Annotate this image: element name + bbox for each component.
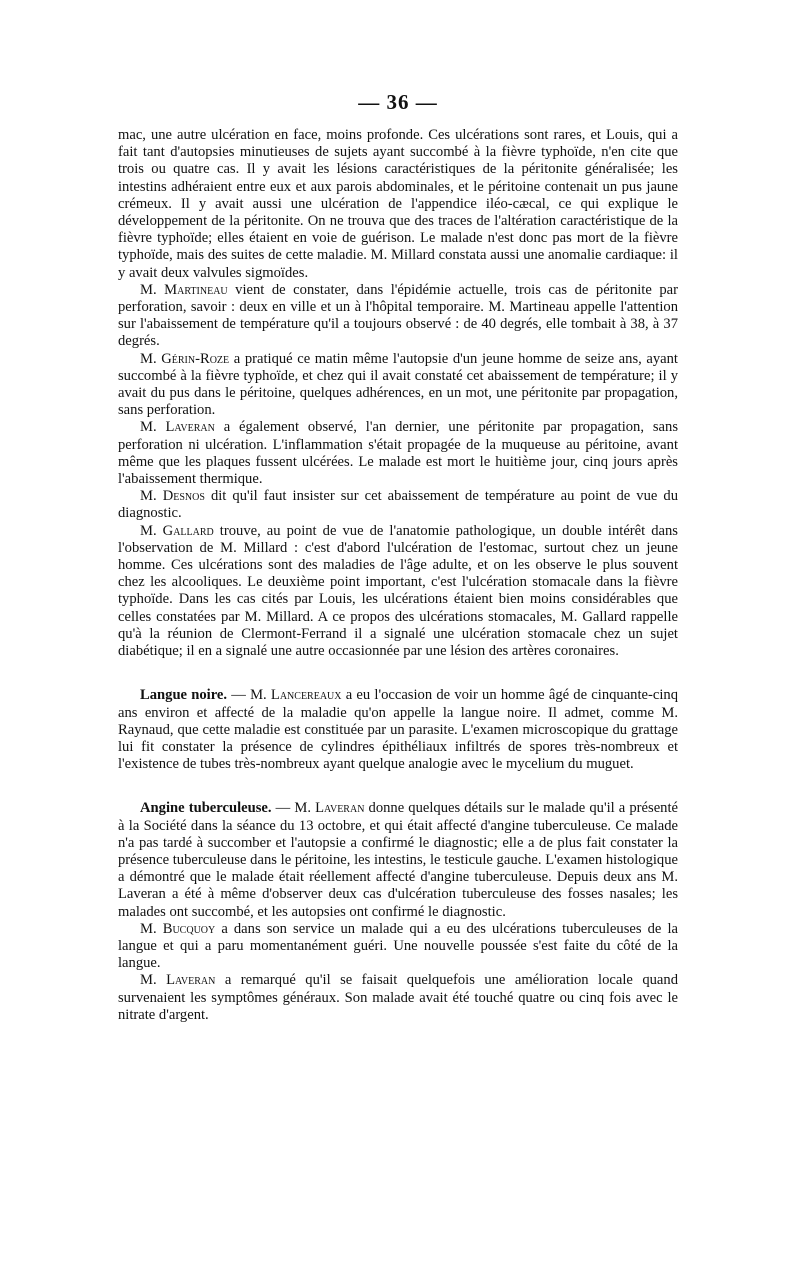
speaker-name: Lancereaux — [270, 687, 342, 704]
speaker-name: Laveran — [166, 972, 216, 989]
paragraph-text: trouve, au point de vue de l'anatomie pathologique, un double intérêt dans l'observation de M. Millard : c'est d'abord l'ulcération de l'estomac, surtout chez un jeune homme. Ces ulcérations sont des maladies de l'âge adulte, et on les observe le plus souvent chez les alcooliques. Le deuxième point important, c'est l'ulcération stomacale dans la fièvre typhoïde. Dans les cas cités par Louis, les ulcérations étaient bien moins considérables que celles constatées par M. Millard. A ce propos des ulcérations stomacales, M. Gallard rappelle qu'à la réunion de Clermont-Ferrand il a signalé une ulcération stomacale chez un sujet diabétique; il en a signalé une autre occasionnée par une lésion des artères coronaires. — [118, 522, 678, 660]
para-langue-noire: Langue noire. — M. Lancereaux a eu l'occasion de voir un homme âgé de cinquante-cinq ans environ et affecté de la maladie qu'on appelle la langue noire. Il admet, comme M. Raynaud, que cette maladie est constituée par un parasite. L'examen microscopique du grattage lui fit constater la présence de cylindres épithéliaux infiltrés de spores très-nombreux et l'existence de tubes très-nombreux ayant quelque analogie avec le mycelium du muguet. — [118, 687, 678, 773]
speaker-name: Gallard — [162, 522, 214, 539]
section-heading: Angine tuberculeuse. — [140, 800, 272, 817]
para-gallard: M. Gallard trouve, au point de vue de l'anatomie pathologique, un double intérêt dans l'observation de M. Millard : c'est d'abord l'ulcération de l'estomac, surtout chez un jeune homme. Ces ulcérations sont des maladies de l'âge adulte, et on les observe le plus souvent chez les alcooliques. Le deuxième point important, c'est l'ulcération stomacale dans la fièvre typhoïde. Dans les cas cités par Louis, les ulcérations étaient bien moins considérables que celles constatées par M. Millard. A ce propos des ulcérations stomacales, M. Gallard rappelle qu'à la réunion de Clermont-Ferrand il a signalé une ulcération stomacale chez un sujet diabétique; il en a signalé une autre occasionnée par une lésion des artères coronaires. — [118, 522, 678, 660]
paragraph-text: a eu l'occasion de voir un homme âgé de cinquante-cinq ans environ et affecté de la maladie qu'on appelle la langue noire. Il admet, comme M. Raynaud, que cette maladie est constituée par un parasite. L'examen microscopique du grattage lui fit constater la présence de cylindres épithéliaux infiltrés de spores très-nombreux et l'existence de tubes très-nombreux ayant quelque analogie avec le mycelium du muguet. — [118, 687, 678, 773]
paragraph-text: a dans son service un malade qui a eu des ulcérations tuberculeuses de la langue et qui a paru momentanément guéri. Une nouvelle poussée s'est faite du côté de la langue. — [118, 920, 678, 972]
body-text — [118, 127, 678, 1024]
paragraph-text: donne quelques détails sur le malade qu'il a présenté à la Société dans la séance du 13 octobre, et qui était affecté d'angine tuberculeuse. Ce malade n'a pas tardé à succomber et l'autopsie a confirmé le diagnostic; elle a de plus fait constater la présence tuberculeuse dans le péritoine, les intestins, le testicule gauche. L'examen histologique a démontré que le malade était réellement affecté d'angine tuberculeuse. Depuis deux ans M. Laveran a été à même d'observer deux cas d'ulcération tuberculeuse des fosses nasales; les malades ont succombé, et les autopsies ont confirmé le diagnostic. — [118, 800, 679, 920]
para-martineau: M. Martineau vient de constater, dans l'épidémie actuelle, trois cas de péritonite par perforation, savoir : deux en ville et un à l'hôpital temporaire. M. Martineau appelle l'attention sur l'abaissement de température qu'il a toujours observé : de 40 degrés, elle tombait à 38, à 37 degrés. — [118, 281, 678, 350]
paragraph-text: dit qu'il faut insister sur cet abaissement de température au point de vue du diagnostic. — [118, 488, 678, 522]
para-gerin-roze: M. Gérin-Roze a pratiqué ce matin même l'autopsie d'un jeune homme de seize ans, ayant succombé à la fièvre typhoïde, et chez qui il avait constaté cet abaissement de température; il y avait du pus dans le péritoine, quelques adhérences, en un mot, une péritonite par propagation, sans perforation. — [118, 350, 678, 419]
para-laveran-2: M. Laveran a remarqué qu'il se faisait quelquefois une amélioration locale quand survenaient les symptômes généraux. Son malade avait été touché quatre ou cinq fois avec le nitrate d'argent. — [118, 972, 678, 1023]
section-heading: Langue noire. — [140, 687, 228, 704]
paragraph-text: mac, une autre ulcération en face, moins profonde. Ces ulcérations sont rares, et Louis, qui a fait tant d'autopsies minutieuses de sujets ayant succombé à la fièvre typhoïde, n'en cite que trois ou quatre cas. Il y avait les lésions caractéristiques de la péritonite généralisée; les intestins adhéraient entre eux et aux parois abdominales, et le péritoine contenait un pus jaune crémeux. Il y avait aussi une ulcération de l'appendice iléo-cæcal, ce qui explique le développement de la péritonite. On ne trouva que des traces de l'altération caractéristique de la fièvre typhoïde; elles étaient en voie de guérison. Le malade n'est donc pas mort de la fièvre typhoïde, mais des suites de cette maladie. M. Millard constata aussi une anomalie cardiaque: il y avait deux valvules sigmoïdes. — [118, 127, 678, 281]
page-number: — 36 — — [358, 90, 438, 114]
para-desnos: M. Desnos dit qu'il faut insister sur cet abaissement de température au point de vue du diagnostic. — [118, 488, 678, 522]
para-continuation — [118, 127, 678, 282]
document-page — [118, 90, 678, 1024]
speaker-name: Bucquoy — [162, 920, 216, 937]
speaker-name: Laveran — [165, 419, 215, 436]
para-angine-tuberculeuse: Angine tuberculeuse. — M. Laveran donne quelques détails sur le malade qu'il a présenté à la Société dans la séance du 13 octobre, et qui était affecté d'angine tuberculeuse. Ce malade n'a pas tardé à succomber et l'autopsie a confirmé le diagnostic; elle a de plus fait constater la présence tuberculeuse dans le péritoine, les intestins, le testicule gauche. L'examen histologique a démontré que le malade était réellement affecté d'angine tuberculeuse. Depuis deux ans M. Laveran a été à même d'observer deux cas d'ulcération tuberculeuse des fosses nasales; les malades ont succombé, et les autopsies ont confirmé le diagnostic. — [118, 800, 679, 920]
paragraph-text: a également observé, l'an dernier, une péritonite par propagation, sans perforation ni ulcération. L'inflammation s'était propagée de la muqueuse au péritoine, avant même que les plaques fussent ulcérées. Le malade est mort le huitième jour, cinq jours après l'abaissement thermique. — [118, 419, 679, 488]
paragraph-text: a remarqué qu'il se faisait quelquefois une amélioration locale quand survenaient les symptômes généraux. Son malade avait été touché quatre ou cinq fois avec le nitrate d'argent. — [118, 972, 678, 1023]
para-laveran-1: M. Laveran a également observé, l'an dernier, une péritonite par propagation, sans perforation ni ulcération. L'inflammation s'était propagée de la muqueuse au péritoine, avant même que les plaques fussent ulcérées. Le malade est mort le huitième jour, cinq jours après l'abaissement thermique. — [118, 419, 679, 488]
speaker-name: Laveran — [315, 800, 365, 817]
paragraph-text: a pratiqué ce matin même l'autopsie d'un jeune homme de seize ans, ayant succombé à la fièvre typhoïde, et chez qui il avait constaté cet abaissement de température; il y avait du pus dans le péritoine, quelques adhérences, en un mot, une péritonite par propagation, sans perforation. — [118, 350, 678, 419]
paragraph-text: vient de constater, dans l'épidémie actuelle, trois cas de péritonite par perforation, savoir : deux en ville et un à l'hôpital temporaire. M. Martineau appelle l'attention sur l'abaissement de température qu'il a toujours observé : de 40 degrés, elle tombait à 38, à 37 degrés. — [118, 281, 678, 350]
speaker-name: Desnos — [162, 488, 205, 505]
speaker-name: Gérin-Roze — [161, 350, 230, 367]
para-bucquoy: M. Bucquoy a dans son service un malade qui a eu des ulcérations tuberculeuses de la langue et qui a paru momentanément guéri. Une nouvelle poussée s'est faite du côté de la langue. — [118, 920, 678, 972]
speaker-name: Martineau — [164, 281, 228, 298]
